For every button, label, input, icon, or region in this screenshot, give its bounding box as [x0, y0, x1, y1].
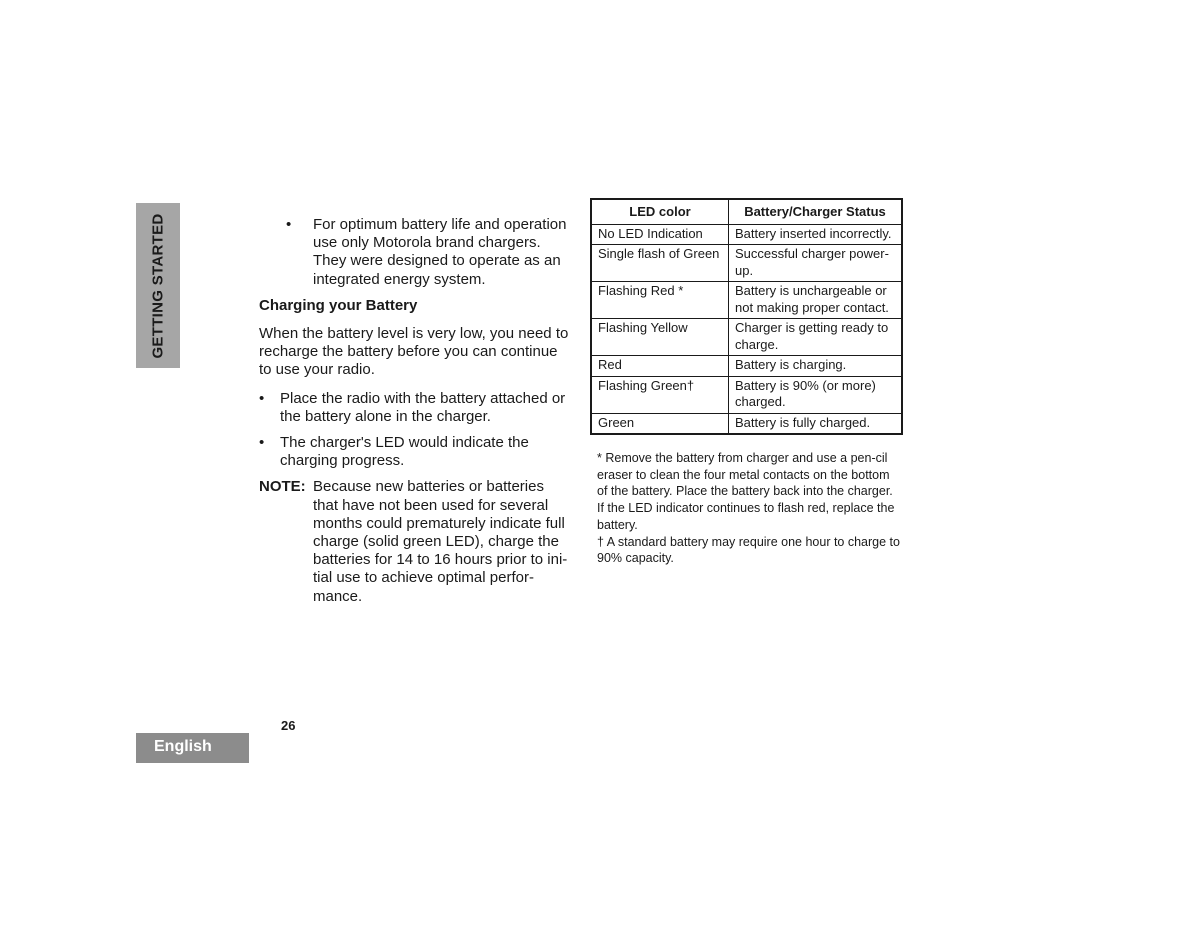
note-label: NOTE:	[259, 478, 306, 496]
led-cell: Flashing Green†	[591, 376, 729, 413]
column-header-status: Battery/Charger Status	[729, 199, 903, 224]
bullet-item-chargers	[286, 216, 571, 289]
language-label: English	[154, 738, 212, 755]
footnote-dagger: † A standard battery may require one hour to charge to 90% capacity.	[597, 534, 900, 566]
led-cell: Flashing Red *	[591, 282, 729, 319]
status-cell: Successful charger power-up.	[729, 245, 903, 282]
table-row	[591, 282, 902, 319]
bullet-item-led-progress	[259, 434, 571, 470]
status-cell: Battery is fully charged.	[729, 413, 903, 434]
note-block	[259, 478, 571, 605]
footnote-asterisk: * Remove the battery from charger and use a pen-cil eraser to clean the four metal contacts on the bottom of the battery. Place the battery back into the charger. If the LED indicator continues to flash red, replace the battery.	[597, 451, 895, 532]
table-header-row	[591, 199, 902, 224]
status-cell: Battery is unchargeable or not making proper contact.	[729, 282, 903, 319]
language-tab	[136, 733, 249, 763]
status-cell: Battery inserted incorrectly.	[729, 224, 903, 245]
led-status-table	[590, 198, 903, 435]
column-header-led-color: LED color	[591, 199, 729, 224]
status-cell: Battery is 90% (or more) charged.	[729, 376, 903, 413]
bullet-text: Place the radio with the battery attached or the battery alone in the charger.	[280, 389, 566, 425]
status-cell: Battery is charging.	[729, 356, 903, 377]
note-text: Because new batteries or batteries that have not been used for several months could prematurely indicate full charge (solid green LED), charge the batteries for 14 to 16 hours prior to ini-tial use to achieve optimal perfor-mance.	[313, 478, 568, 605]
bullet-dot: •	[286, 216, 292, 233]
table-row	[591, 413, 902, 434]
section-tab	[136, 203, 180, 368]
page-number: 26	[281, 718, 296, 733]
bullet-item-place-radio	[259, 390, 571, 426]
table-row	[591, 224, 902, 245]
bullet-dot: •	[259, 389, 265, 407]
section-tab-label: GETTING STARTED	[149, 212, 167, 359]
bullet-text: The charger's LED would indicate the charging progress.	[280, 434, 529, 470]
led-cell: No LED Indication	[591, 224, 729, 245]
section-heading: Charging your Battery	[259, 296, 418, 314]
table-row	[591, 376, 902, 413]
bullet-text: For optimum battery life and operation use only Motorola brand chargers. They were designed to operate as an integrated energy system.	[313, 216, 567, 288]
led-cell: Red	[591, 356, 729, 377]
table-row	[591, 319, 902, 356]
left-column	[259, 216, 571, 606]
intro-paragraph: When the battery level is very low, you need to recharge the battery before you can continue to use your radio.	[259, 325, 569, 379]
table-row	[591, 356, 902, 377]
led-cell: Single flash of Green	[591, 245, 729, 282]
led-cell: Flashing Yellow	[591, 319, 729, 356]
bullet-dot: •	[259, 434, 265, 452]
table-row	[591, 245, 902, 282]
status-cell: Charger is getting ready to charge.	[729, 319, 903, 356]
led-cell: Green	[591, 413, 729, 434]
table-footnotes	[597, 450, 901, 567]
